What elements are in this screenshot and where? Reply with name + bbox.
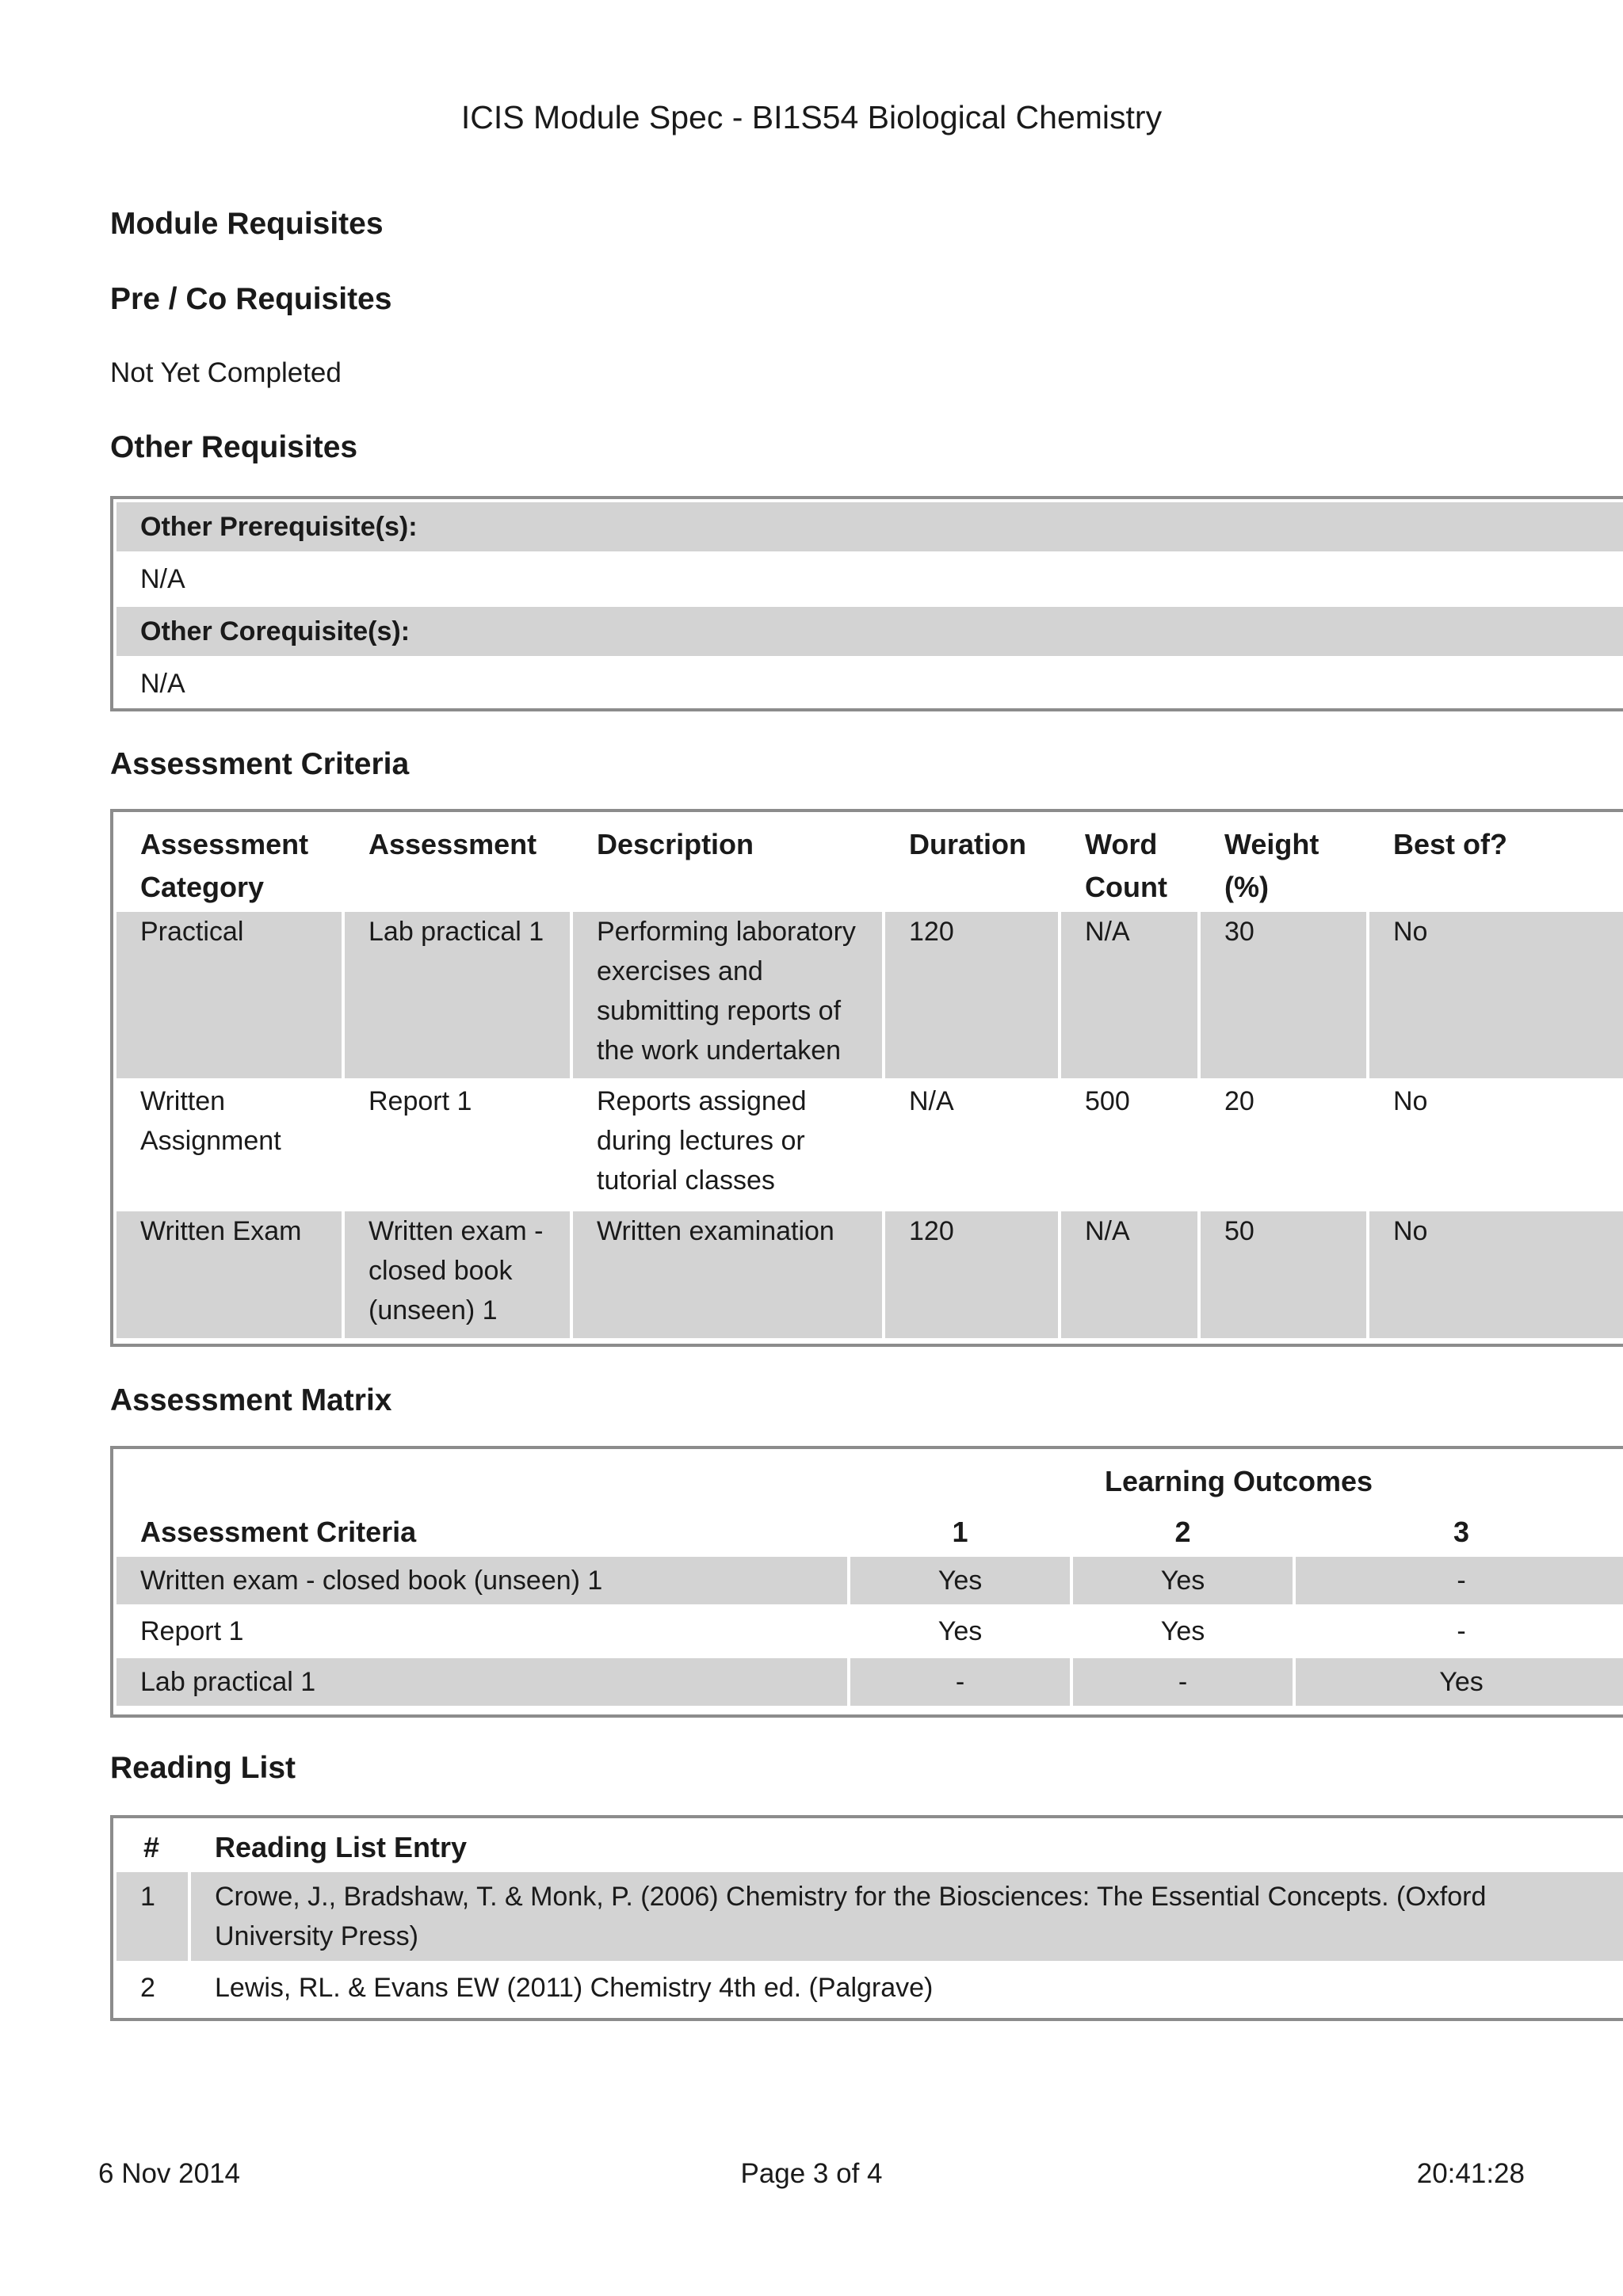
assessment-matrix-heading: Assessment Matrix	[110, 1383, 392, 1417]
table-row	[116, 1872, 1623, 1961]
table-row	[116, 1081, 1623, 1208]
cell: Practical	[116, 912, 342, 1078]
outcome-2-label: 2	[1174, 1516, 1191, 1548]
cell: 500	[1085, 1086, 1130, 1116]
cell: Report 1	[369, 1086, 472, 1116]
cell: Written Assignment	[140, 1086, 281, 1156]
cell: Yes	[1296, 1658, 1623, 1706]
col-word-count: Word Count	[1085, 828, 1167, 903]
other-requisites-table	[110, 496, 1623, 711]
outcome-1-label: 1	[952, 1516, 968, 1548]
cell: N/A	[1061, 1211, 1197, 1338]
cell: -	[850, 1658, 1070, 1706]
outcome-3-label: 3	[1453, 1516, 1470, 1548]
pre-co-requisites-status: Not Yet Completed	[110, 357, 342, 388]
assessment-criteria-heading: Assessment Criteria	[110, 747, 410, 781]
col-assessment: Assessment	[369, 828, 537, 860]
other-requisites-heading: Other Requisites	[110, 430, 358, 464]
col-duration: Duration	[909, 828, 1026, 860]
learning-outcomes-label: Learning Outcomes	[1104, 1465, 1373, 1497]
cell: Written examination	[573, 1211, 882, 1338]
col-number: #	[143, 1831, 160, 1863]
col-assessment-category: Assessment Category	[140, 828, 309, 903]
col-reading-list-entry: Reading List Entry	[215, 1831, 468, 1863]
cell: Performing laboratory exercises and submitting reports of the work undertaken	[573, 912, 882, 1078]
table-row	[116, 1964, 1623, 2012]
col-weight: Weight (%)	[1224, 828, 1319, 903]
table-row	[116, 1211, 1623, 1338]
assessment-criteria-table	[110, 809, 1623, 1347]
table-row	[116, 912, 1623, 1078]
footer-time: 20:41:28	[1416, 2158, 1525, 2189]
other-prerequisite-value: N/A	[140, 564, 185, 594]
cell: N/A	[909, 1086, 954, 1116]
cell: Report 1	[140, 1616, 244, 1646]
pre-co-requisites-heading: Pre / Co Requisites	[110, 282, 392, 316]
col-best-of: Best of?	[1393, 828, 1507, 860]
assessment-criteria-label: Assessment Criteria	[140, 1516, 417, 1548]
cell: 50	[1201, 1211, 1366, 1338]
cell: No	[1369, 1211, 1623, 1338]
cell: Yes	[938, 1616, 983, 1646]
cell: 20	[1224, 1086, 1254, 1116]
cell: N/A	[1061, 912, 1197, 1078]
cell: 120	[885, 1211, 1058, 1338]
cell: No	[1393, 1086, 1428, 1116]
cell: Reports assigned during lectures or tutorial classes	[597, 1086, 807, 1196]
footer-date: 6 Nov 2014	[98, 2158, 241, 2189]
cell: Yes	[1073, 1557, 1293, 1604]
cell: Lewis, RL. & Evans EW (2011) Chemistry 4th ed. (Palgrave)	[215, 1973, 934, 2003]
col-description: Description	[597, 828, 754, 860]
cell: Crowe, J., Bradshaw, T. & Monk, P. (2006) Chemistry for the Biosciences: The Essential Concepts. (Oxford University Press)	[191, 1872, 1623, 1961]
other-prerequisite-label: Other Prerequisite(s):	[116, 502, 1623, 551]
module-requisites-heading: Module Requisites	[110, 207, 384, 241]
table-row	[116, 1658, 1623, 1706]
table-row	[116, 1557, 1623, 1604]
cell: 30	[1201, 912, 1366, 1078]
cell: -	[1073, 1658, 1293, 1706]
other-corequisite-label: Other Corequisite(s):	[116, 607, 1623, 656]
footer-page-number: Page 3 of 4	[740, 2158, 883, 2189]
assessment-matrix-table	[110, 1446, 1623, 1718]
cell: No	[1369, 912, 1623, 1078]
cell: Written exam - closed book (unseen) 1	[116, 1557, 847, 1604]
reading-list-heading: Reading List	[110, 1751, 296, 1785]
cell: -	[1296, 1557, 1623, 1604]
cell: Lab practical 1	[116, 1658, 847, 1706]
cell: Written exam - closed book (unseen) 1	[345, 1211, 570, 1338]
reading-list-table	[110, 1815, 1623, 2021]
cell: 1	[116, 1872, 188, 1961]
cell: Lab practical 1	[345, 912, 570, 1078]
table-row	[116, 1608, 1623, 1655]
cell: 120	[885, 912, 1058, 1078]
page-title: ICIS Module Spec - BI1S54 Biological Chemistry	[460, 99, 1163, 135]
cell: 2	[140, 1973, 155, 2003]
cell: Yes	[1160, 1616, 1205, 1646]
cell: -	[1457, 1616, 1466, 1646]
cell: Written Exam	[116, 1211, 342, 1338]
cell: Yes	[850, 1557, 1070, 1604]
other-corequisite-value: N/A	[140, 669, 185, 699]
